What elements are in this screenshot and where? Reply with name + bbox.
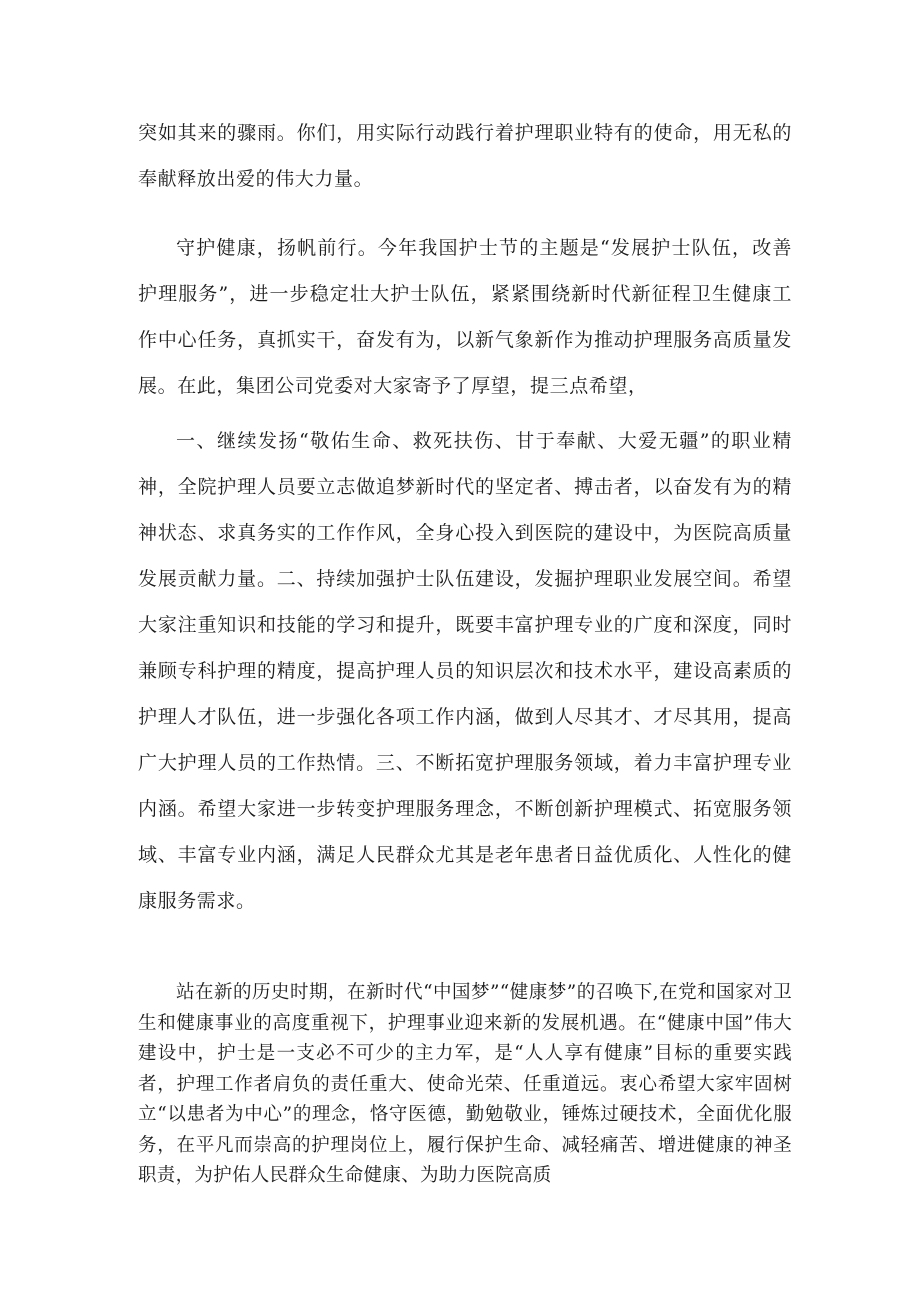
paragraph-new-era: 站在新的历史时期，在新时代“中国梦”“健康梦”的召唤下,在党和国家对卫生和健康事业的高度重视下，护理事业迎来新的发展机遇。在“健康中国”伟大建设中，护士是一支必不可少的主力军，是“人人享有健康”目标的重要实践者，护理工作者肩负的责任重大、使命光荣、任重道远。衷心希望大家牢固树立“以患者为中心”的理念，恪守医德，勤勉敬业，锤炼过硬技术，全面优化服务，在平凡而崇高的护理岗位上，履行保护生命、减轻痛苦、增进健康的神圣职责，为护佑人民群众生命健康、为助力医院高质 bbox=[138, 982, 792, 1186]
paragraph-continuation: 突如其来的骤雨。你们，用实际行动践行着护理职业特有的使命，用无私的奉献释放出爱的伟大力量。 bbox=[138, 122, 792, 190]
paragraph-three-hopes: 一、继续发扬“敬佑生命、救死扶伤、甘于奉献、大爱无疆”的职业精神，全院护理人员要立志做追梦新时代的坚定者、搏击者，以奋发有为的精神状态、求真务实的工作作风，全身心投入到医院的建设中，为医院高质量发展贡献力量。二、持续加强护士队伍建设，发掘护理职业发展空间。希望大家注重知识和技能的学习和提升，既要丰富护理专业的广度和深度，同时兼顾专科护理的精度，提高护理人员的知识层次和技术水平，建设高素质的护理人才队伍，进一步强化各项工作内涵，做到人尽其才、才尽其用，提高广大护理人员的工作热情。三、不断拓宽护理服务领域，着力丰富护理专业内涵。希望大家进一步转变护理服务理念，不断创新护理模式、拓宽服务领域、丰富专业内涵，满足人民群众尤其是老年患者日益优质化、人性化的健康服务需求。 bbox=[138, 430, 792, 912]
paragraph-theme: 守护健康，扬帆前行。今年我国护士节的主题是“发展护士队伍，改善护理服务”，进一步稳定壮大护士队伍，紧紧围绕新时代新征程卫生健康工作中心任务，真抓实干，奋发有为，以新气象新作为推动护理服务高质量发展。在此，集团公司党委对大家寄予了厚望，提三点希望， bbox=[138, 237, 792, 397]
